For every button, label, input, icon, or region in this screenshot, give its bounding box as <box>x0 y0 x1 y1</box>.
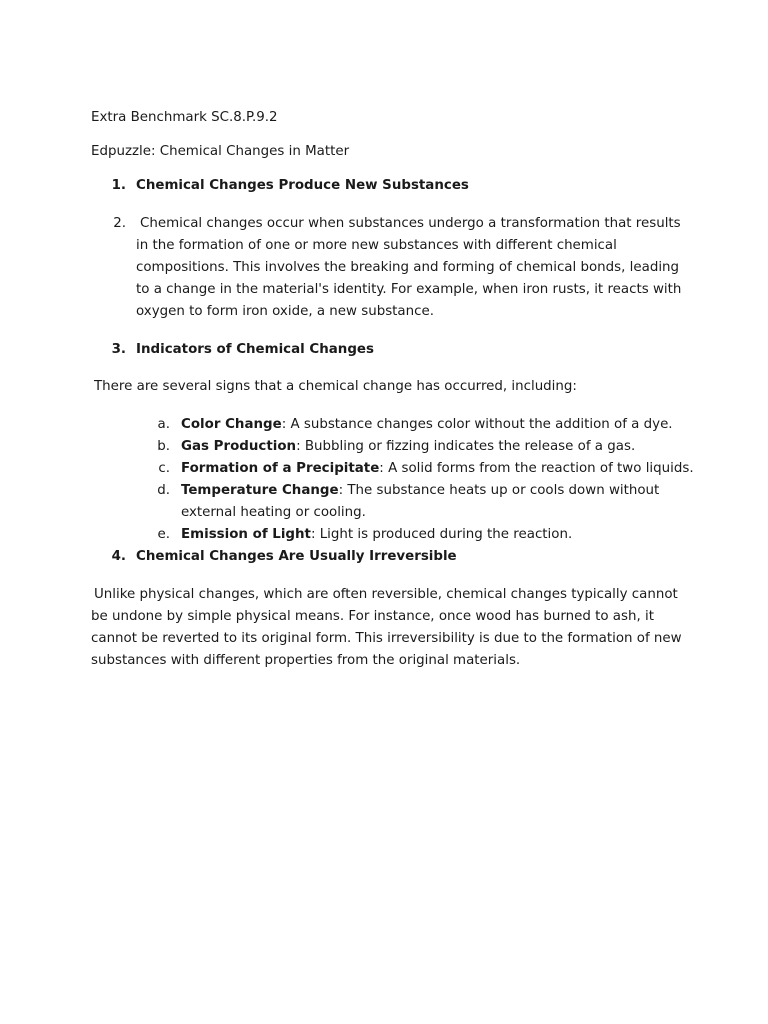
benchmark-line: Extra Benchmark SC.8.P.9.2 <box>91 110 278 125</box>
sign-text <box>181 436 635 458</box>
list-item-title: Chemical Changes Are Usually Irreversible <box>136 549 457 564</box>
closing-paragraph: Unlike physical changes, which are often reversible, chemical changes typically cannot be undone by simple physical means. For instance, once wood has burned to ash, it cannot be reverted to its original form. This irreversibility is due to the formation of new substances with different properties from the original materials. <box>91 587 682 668</box>
sign-desc: : Bubbling or fizzing indicates the release of a gas. <box>296 439 636 454</box>
sign-term: Formation of a Precipitate <box>181 461 380 476</box>
sign-desc: : A solid forms from the reaction of two liquids. <box>379 461 694 476</box>
list-item-body: Chemical changes occur when substances undergo a transformation that results in the formation of one or more new substances with different chemical compositions. This involves the breaking and forming of chemical bonds, leading to a change in the material's identity. For example, when iron rusts, it reacts with oxygen to form iron oxide, a new substance. <box>136 216 682 319</box>
signs-intro: There are several signs that a chemical change has occurred, including: <box>94 379 577 394</box>
list-number: 1. <box>111 178 126 193</box>
sign-desc: : A substance changes color without the addition of a dye. <box>281 417 673 432</box>
sign-term: Emission of Light <box>181 527 311 542</box>
list-number: 3. <box>111 342 126 357</box>
sign-text <box>181 480 661 524</box>
list-item-title: Indicators of Chemical Changes <box>136 342 374 357</box>
list-item-title: Chemical Changes Produce New Substances <box>136 178 469 193</box>
sign-letter: e. <box>157 527 170 542</box>
sign-term: Temperature Change <box>181 483 339 498</box>
sign-text <box>181 414 673 436</box>
sign-text <box>181 524 572 546</box>
sign-letter: d. <box>157 483 170 498</box>
list-number: 4. <box>111 549 126 564</box>
sign-text <box>181 458 694 480</box>
sign-letter: a. <box>157 417 170 432</box>
list-number: 2. <box>113 216 126 231</box>
sign-term: Color Change <box>181 417 282 432</box>
sign-letter: c. <box>158 461 170 476</box>
sign-desc: : The substance heats up or cools down without external heating or cooling. <box>181 483 660 520</box>
sign-term: Gas Production <box>181 439 297 454</box>
sign-letter: b. <box>157 439 170 454</box>
source-line: Edpuzzle: Chemical Changes in Matter <box>91 144 350 159</box>
sign-desc: : Light is produced during the reaction. <box>310 527 573 542</box>
